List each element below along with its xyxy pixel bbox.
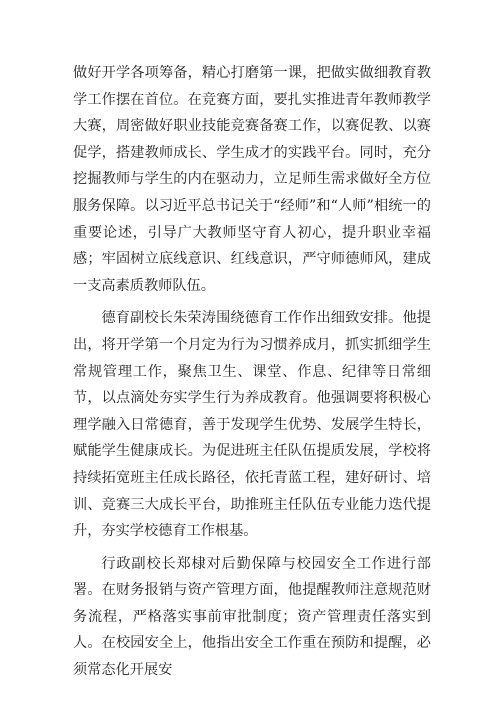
paragraph-3: 行政副校长郑棣对后勤保障与校园安全工作进行部署。在财务报销与资产管理方面，他提醒教师注意规范财务流程，严格落实事前审批制度；资产管理责任落实到人。在校园安全上，他指出安全工作重在预防和提醒，必须常态化开展安	[73, 555, 431, 679]
paragraph-1: 做好开学各项筹备，精心打磨第一课，把做实做细教育教学工作摆在首位。在竞赛方面，要扎实推进青年教师教学大赛，周密做好职业技能竞赛备赛工作，以赛促教、以赛促学，搭建教师成长、学生成才的实践平台。同时，充分挖掘教师与学生的内在驱动力，立足师生需求做好全方位服务保障。以习近平总书记关于“经师”和“人师”相统一的重要论述，引导广大教师坚守育人初心，提升职业幸福感；牢固树立底线意识、红线意识，严守师德师风，建成一支高素质教师队伍。	[73, 65, 431, 294]
paragraph-2: 德育副校长朱荣涛围绕德育工作作出细致安排。他提出，将开学第一个月定为行为习惯养成月，抓实抓细学生常规管理工作，聚焦卫生、课堂、作息、纪律等日常细节，以点滴处夯实学生行为养成教育。他强调要将积极心理学融入日常德育，善于发现学生优势、发展学生特长，赋能学生健康成长。为促进班主任队伍提质发展，学校将持续拓宽班主任成长路径，依托青蓝工程，建好研讨、培训、竞赛三大成长平台，助推班主任队伍专业能力迭代提升，夯实学校德育工作根基。	[73, 310, 431, 540]
document-body	[73, 60, 431, 690]
